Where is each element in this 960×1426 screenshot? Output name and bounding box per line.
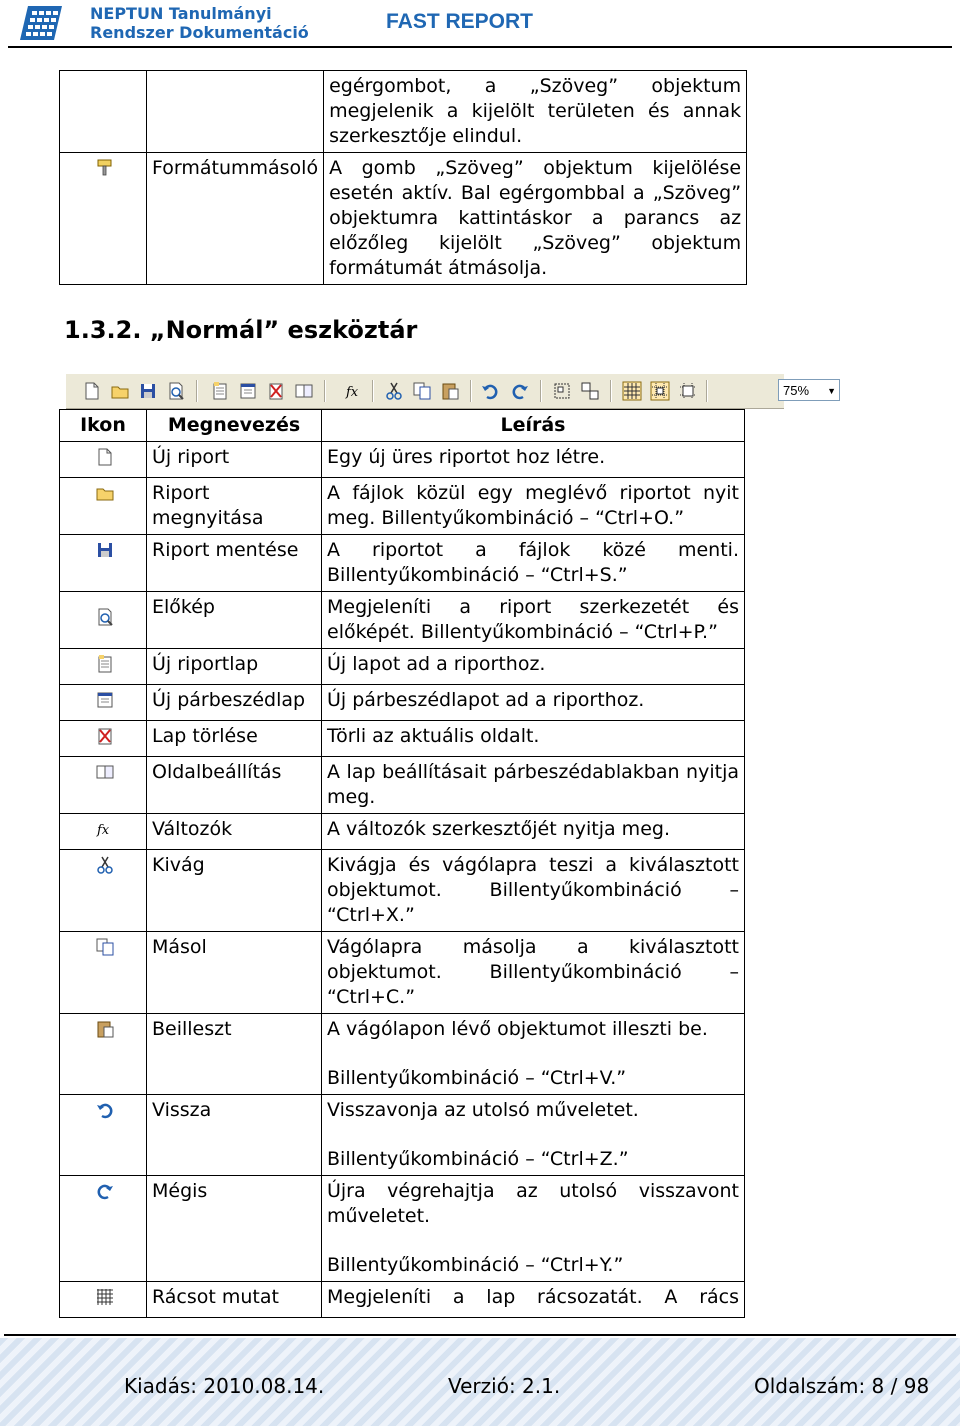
name-cell: Előkép — [147, 592, 322, 649]
align-grid-icon[interactable] — [650, 381, 670, 401]
page-header — [0, 0, 960, 52]
name-cell: Új riport — [147, 442, 322, 478]
icon-cell — [60, 535, 147, 592]
undo-icon — [95, 1100, 115, 1120]
name-cell: Rácsot mutat — [147, 1282, 322, 1318]
table-row — [60, 721, 745, 757]
zoom-value: 75% — [783, 383, 810, 398]
desc-cell: egérgombot, a „Szöveg” objektum megjelenik a kijelölt területen és annak szerkesztője elindul. — [324, 71, 747, 153]
toolbar-separator — [706, 380, 708, 402]
chevron-down-icon[interactable]: ▼ — [827, 386, 836, 396]
toolbar-separator — [610, 380, 612, 402]
icon-cell — [60, 1095, 147, 1176]
desc-line: Billentyűkombináció – “Ctrl+V.” — [327, 1067, 627, 1089]
icon-cell — [60, 478, 147, 535]
desc-line: Kivágja és vágólapra teszi a kiválasztott objektumot. Billentyűkombináció – “Ctrl+X.” — [327, 854, 739, 926]
name-cell: Mégis — [147, 1176, 322, 1282]
svg-text:fx: fx — [97, 823, 110, 838]
variables-icon — [95, 819, 115, 839]
table-header-row — [60, 410, 745, 442]
name-cell: Lap törlése — [147, 721, 322, 757]
desc-cell — [322, 1282, 745, 1318]
copy-icon — [95, 937, 115, 957]
group-icon[interactable] — [552, 381, 572, 401]
open-icon[interactable] — [110, 381, 130, 401]
toolbar-separator — [372, 380, 374, 402]
desc-cell — [322, 1014, 745, 1095]
table-row — [60, 535, 745, 592]
continuation-table — [59, 70, 747, 285]
new-dialog-icon — [95, 690, 115, 710]
zoom-select[interactable] — [778, 379, 840, 401]
desc-line: A lap beállításait párbeszédablakban nyitja meg. — [327, 761, 739, 808]
desc-line: Új lapot ad a riporthoz. — [327, 653, 546, 675]
icon-cell — [60, 1176, 147, 1282]
name-cell: Kivág — [147, 850, 322, 932]
header-name: Megnevezés — [147, 410, 322, 442]
desc-cell — [322, 814, 745, 850]
desc-cell — [322, 478, 745, 535]
name-cell: Riport mentése — [147, 535, 322, 592]
new-page-icon — [95, 654, 115, 674]
toolbar-separator — [196, 380, 198, 402]
footer-issue: Kiadás: 2010.08.14. — [124, 1374, 325, 1398]
variables-icon[interactable] — [344, 381, 364, 401]
neptun-logo-icon — [14, 2, 64, 42]
open-icon — [95, 483, 115, 503]
cut-icon — [95, 855, 115, 875]
desc-cell — [322, 442, 745, 478]
table-row — [60, 850, 745, 932]
icon-cell — [60, 850, 147, 932]
icon-cell — [60, 685, 147, 721]
icon-cell — [60, 932, 147, 1014]
desc-line: A fájlok közül egy meglévő riportot nyit meg. Billentyűkombináció – “Ctrl+O.” — [327, 482, 739, 529]
copy-icon[interactable] — [412, 381, 432, 401]
new-icon — [95, 447, 115, 467]
name-cell: Formátummásoló — [147, 153, 324, 285]
header-icon: Ikon — [60, 410, 147, 442]
system-name — [90, 4, 309, 42]
undo-icon[interactable] — [480, 381, 500, 401]
desc-line: A változók szerkesztőjét nyitja meg. — [327, 818, 670, 840]
desc-line: Megjeleníti a riport szerkezetét és előképét. Billentyűkombináció – “Ctrl+P.” — [327, 596, 739, 643]
normal-toolbar — [66, 374, 836, 409]
table-row — [60, 442, 745, 478]
footer-version: Verzió: 2.1. — [448, 1374, 561, 1398]
system-name-line1: NEPTUN Tanulmányi — [90, 4, 272, 23]
desc-cell — [322, 721, 745, 757]
table-row — [60, 757, 745, 814]
paste-icon[interactable] — [440, 381, 460, 401]
table-row — [60, 1282, 745, 1318]
header-desc: Leírás — [322, 410, 745, 442]
section-heading: 1.3.2. „Normál” eszköztár — [64, 316, 418, 344]
desc-cell — [322, 1176, 745, 1282]
toolbar-separator — [324, 380, 326, 402]
icon-cell — [60, 757, 147, 814]
icon-cell — [60, 721, 147, 757]
table-row — [60, 932, 745, 1014]
desc-line: Új párbeszédlapot ad a riporthoz. — [327, 689, 645, 711]
desc-line: Megjeleníti a lap rácsozatát. A rács — [327, 1286, 739, 1308]
footer-divider — [4, 1334, 956, 1336]
desc-line: Billentyűkombináció – “Ctrl+Z.” — [327, 1148, 629, 1170]
desc-line: A riportot a fájlok közé menti. Billentyűkombináció – “Ctrl+S.” — [327, 539, 739, 586]
name-cell: Beilleszt — [147, 1014, 322, 1095]
name-cell: Új riportlap — [147, 649, 322, 685]
desc-line: Újra végrehajtja az utolsó visszavont műveletet. — [327, 1180, 739, 1227]
table-row — [60, 592, 745, 649]
table-row — [60, 685, 745, 721]
footer-page-number: Oldalszám: 8 / 98 — [754, 1374, 930, 1398]
redo-icon — [95, 1181, 115, 1201]
save-icon — [95, 540, 115, 560]
table-row — [60, 71, 747, 153]
table-row — [60, 478, 745, 535]
icon-cell — [60, 1282, 147, 1318]
desc-line: Vágólapra másolja a kiválasztott objektumot. Billentyűkombináció – “Ctrl+C.” — [327, 936, 739, 1008]
table-row — [60, 814, 745, 850]
preview-icon — [95, 607, 115, 627]
name-cell — [147, 71, 324, 153]
preview-icon[interactable] — [166, 381, 186, 401]
header-divider — [8, 46, 952, 48]
toolbar-separator — [470, 380, 472, 402]
icon-cell — [60, 592, 147, 649]
icon-cell — [60, 649, 147, 685]
desc-cell: A gomb „Szöveg” objektum kijelölése esetén aktív. Bal egérgombbal a „Szöveg” objektumra kattintáskor a parancs az előzőleg kijelölt „Szöveg” objektum formátumát átmásolja. — [324, 153, 747, 285]
redo-icon[interactable] — [510, 381, 530, 401]
doc-title: FAST REPORT — [386, 10, 534, 33]
name-cell: Másol — [147, 932, 322, 1014]
table-row — [60, 1014, 745, 1095]
format-painter-icon — [95, 158, 115, 178]
toolbar-separator — [540, 380, 542, 402]
desc-cell — [322, 932, 745, 1014]
new-page-icon[interactable] — [210, 381, 230, 401]
icon-cell — [60, 442, 147, 478]
name-cell: Változók — [147, 814, 322, 850]
icon-cell — [60, 71, 147, 153]
paste-icon — [95, 1019, 115, 1039]
name-cell: Vissza — [147, 1095, 322, 1176]
delete-page-icon — [95, 726, 115, 746]
grid-icon — [95, 1287, 115, 1307]
desc-cell — [322, 592, 745, 649]
toolbar-commands-table — [59, 409, 745, 1318]
icon-cell — [60, 153, 147, 285]
fit-grid-icon[interactable] — [678, 381, 698, 401]
desc-line: Visszavonja az utolsó műveletet. — [327, 1099, 639, 1121]
desc-cell — [322, 757, 745, 814]
table-row — [60, 1095, 745, 1176]
desc-line: Billentyűkombináció – “Ctrl+Y.” — [327, 1254, 624, 1276]
new-icon[interactable] — [82, 381, 102, 401]
desc-cell — [322, 685, 745, 721]
desc-cell — [322, 649, 745, 685]
name-cell: Oldalbeállítás — [147, 757, 322, 814]
system-name-line2: Rendszer Dokumentáció — [90, 23, 309, 42]
desc-line: A vágólapon lévő objektumot illeszti be. — [327, 1018, 708, 1040]
page-setup-icon[interactable] — [294, 381, 314, 401]
page-setup-icon — [95, 762, 115, 782]
icon-cell — [60, 1014, 147, 1095]
ungroup-icon[interactable] — [580, 381, 600, 401]
desc-cell — [322, 850, 745, 932]
name-cell: Új párbeszédlap — [147, 685, 322, 721]
svg-text:fx: fx — [346, 385, 359, 400]
desc-line: Egy új üres riportot hoz létre. — [327, 446, 606, 468]
icon-cell — [60, 814, 147, 850]
desc-cell — [322, 535, 745, 592]
cut-icon[interactable] — [384, 381, 404, 401]
desc-line: Törli az aktuális oldalt. — [327, 725, 540, 747]
delete-page-icon[interactable] — [266, 381, 286, 401]
name-cell: Riport megnyitása — [147, 478, 322, 535]
table-row — [60, 153, 747, 285]
desc-cell — [322, 1095, 745, 1176]
new-dialog-icon[interactable] — [238, 381, 258, 401]
save-icon[interactable] — [138, 381, 158, 401]
grid-icon[interactable] — [622, 381, 642, 401]
table-row — [60, 649, 745, 685]
table-row — [60, 1176, 745, 1282]
page-footer — [0, 1338, 960, 1426]
